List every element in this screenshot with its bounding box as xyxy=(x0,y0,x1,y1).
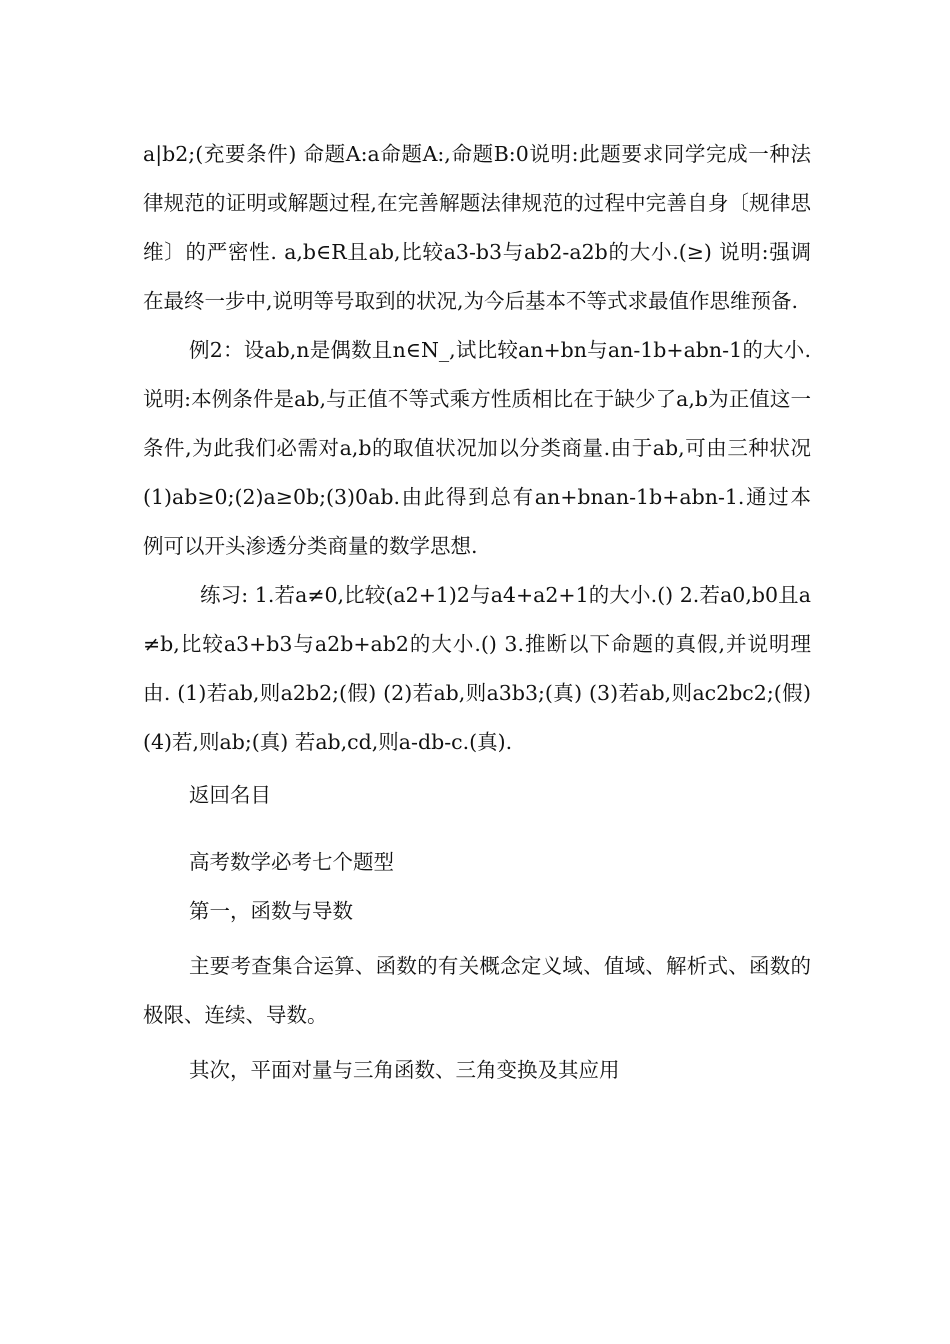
paragraph-proof-notes: a|b2;(充要条件) 命题A:a命题A:,命题B:0说明:此题要求同学完成一种法律规范的证明或解题过程,在完善解题法律规范的过程中完善自身〔规律思维〕的严密性. a,b∈R且ab,比较a3-b3与ab2-a2b的大小.(≥) 说明:强调在最终一步中,说明等号取到的状况,为今后基本不等式求最值作思维预备. xyxy=(143,142,811,313)
paragraph-exercises: 练习: 1.若a≠0,比较(a2+1)2与a4+a2+1的大小.() 2.若a0,b0且a≠b,比较a3+b3与a2b+ab2的大小.() 3.推断以下命题的真假,并说明理由. (1)若ab,则a2b2;(假) (2)若ab,则a3b3;(真) (3)若ab,则ac2bc2;(假) (4)若,则ab;(真) 若ab,cd,则a-db-c.(真). xyxy=(143,583,811,754)
item-1-body: 主要考查集合运算、函数的有关概念定义域、值域、解析式、函数的极限、连续、导数。 xyxy=(143,954,811,1027)
item-1-title: 第一，函数与导数 xyxy=(189,899,353,923)
section-title: 高考数学必考七个题型 xyxy=(189,850,394,874)
item-2-title: 其次，平面对量与三角函数、三角变换及其应用 xyxy=(189,1058,620,1082)
back-to-contents-link[interactable]: 返回名目 xyxy=(189,783,271,807)
paragraph-example-2: 例2：设ab,n是偶数且n∈N_,试比较an+bn与an-1b+abn-1的大小. 说明:本例条件是ab,与正值不等式乘方性质相比在于缺少了a,b为正值这一条件,为此我们必需对a,b的取值状况加以分类商量.由于ab,可由三种状况(1)ab≥0;(2)a≥0b;(3)0ab.由此得到总有an+bnan-1b+abn-1.通过本例可以开头渗透分类商量的数学思想. xyxy=(143,338,811,558)
document-page xyxy=(143,130,811,1095)
spacer xyxy=(143,820,811,838)
